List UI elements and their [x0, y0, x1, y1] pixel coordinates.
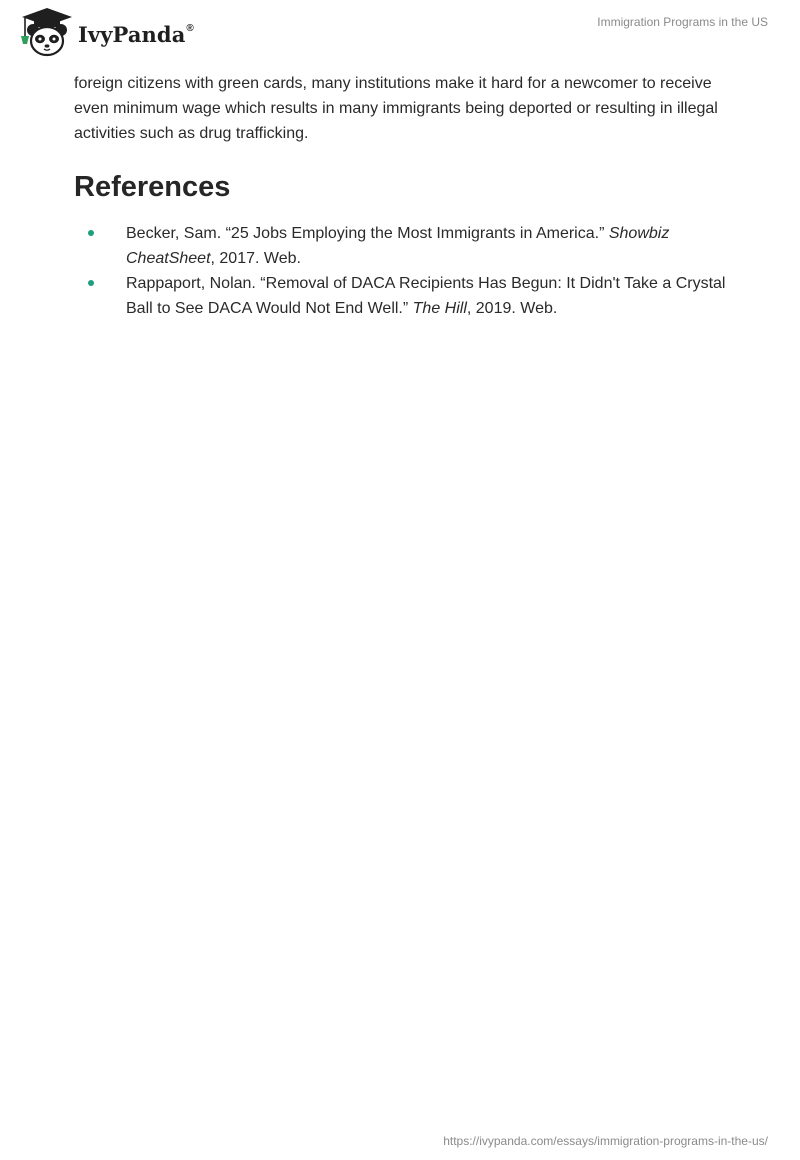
reference-text: Becker, Sam. “25 Jobs Employing the Most Immigrants in America.” — [126, 225, 609, 242]
bullet-icon — [88, 280, 94, 286]
reference-text: Rappaport, Nolan. “Removal of DACA Recipients Has Begun: It Didn't Take a Crystal Ball to See DACA Would Not End Well.” — [126, 275, 726, 317]
reference-source: The Hill — [412, 300, 467, 317]
running-title: Immigration Programs in the US — [597, 15, 768, 29]
footer-url-link[interactable]: https://ivypanda.com/essays/immigration-programs-in-the-us/ — [443, 1134, 768, 1148]
document-content — [74, 71, 734, 321]
page-header — [0, 0, 800, 62]
reference-tail: , 2017. Web. — [210, 250, 301, 267]
bullet-icon — [88, 230, 94, 236]
panda-graduate-icon — [14, 6, 76, 58]
registered-mark: ® — [186, 22, 194, 34]
reference-item — [74, 221, 734, 271]
references-heading: References — [74, 171, 231, 203]
body-paragraph: foreign citizens with green cards, many institutions make it hard for a newcomer to receive even minimum wage which results in many immigrants being deported or resulting in illegal activities such as drug trafficking. — [74, 75, 718, 142]
ivypanda-logo[interactable] — [14, 6, 194, 58]
reference-item — [74, 271, 734, 321]
logo-wordmark: IvyPanda® — [78, 21, 194, 47]
references-list — [74, 221, 734, 321]
reference-tail: , 2019. Web. — [466, 300, 558, 317]
reference-source: Showbiz CheatSheet — [126, 225, 670, 267]
